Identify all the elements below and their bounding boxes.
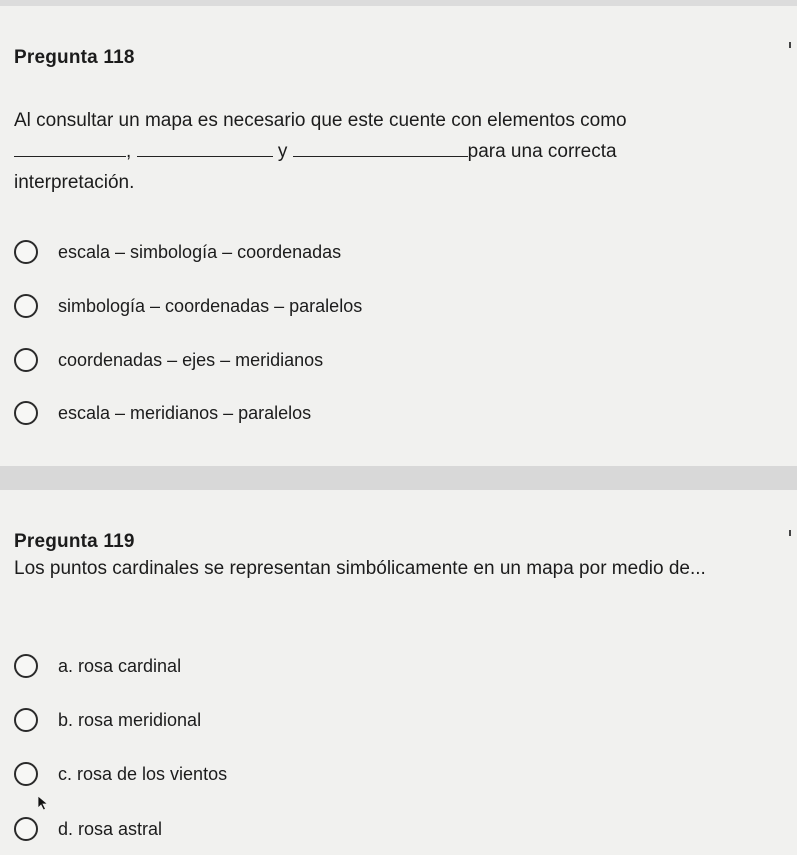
option-118-d[interactable] xyxy=(14,401,311,425)
question-118-line3: interpretación. xyxy=(14,172,135,193)
option-label: coordenadas – ejes – meridianos xyxy=(58,349,324,370)
question-118-text xyxy=(14,105,784,198)
question-118-line1: Al consultar un mapa es necesario que este cuente con elementos como xyxy=(14,110,627,131)
option-label: simbología – coordenadas – paralelos xyxy=(58,295,363,316)
option-119-a[interactable] xyxy=(14,654,181,678)
option-label: b. rosa meridional xyxy=(58,709,202,730)
option-118-a[interactable] xyxy=(14,240,341,264)
edge-mark xyxy=(789,530,791,536)
radio-button[interactable] xyxy=(14,348,38,372)
y-word: y xyxy=(277,141,288,162)
option-label: a. rosa cardinal xyxy=(58,655,182,676)
radio-button[interactable] xyxy=(14,240,38,264)
radio-button[interactable] xyxy=(14,294,38,318)
option-118-b[interactable] xyxy=(14,294,362,318)
radio-button[interactable] xyxy=(14,762,38,786)
question-divider xyxy=(0,466,797,490)
blank-2 xyxy=(137,141,273,157)
option-118-c[interactable] xyxy=(14,348,323,372)
blank-3 xyxy=(293,141,468,157)
edge-mark xyxy=(789,42,791,48)
radio-button[interactable] xyxy=(14,401,38,425)
radio-button[interactable] xyxy=(14,654,38,678)
question-118-card xyxy=(0,6,797,466)
option-119-b[interactable] xyxy=(14,708,201,732)
mouse-pointer-icon xyxy=(37,795,49,811)
question-119-title: Pregunta 119 xyxy=(14,531,135,552)
option-label: escala – simbología – coordenadas xyxy=(58,241,342,262)
comma: , xyxy=(126,141,132,162)
option-119-c[interactable] xyxy=(14,762,227,786)
blank-1 xyxy=(14,141,126,157)
option-label: d. rosa astral xyxy=(58,818,163,839)
after-blanks-text: para una correcta xyxy=(467,141,617,162)
question-118-title: Pregunta 118 xyxy=(14,47,135,68)
radio-button[interactable] xyxy=(14,817,38,841)
radio-button[interactable] xyxy=(14,708,38,732)
option-label: c. rosa de los vientos xyxy=(58,763,228,784)
option-label: escala – meridianos – paralelos xyxy=(58,402,312,423)
question-119-text: Los puntos cardinales se representan simbólicamente en un mapa por medio de... xyxy=(14,558,706,579)
option-119-d[interactable] xyxy=(14,817,162,841)
